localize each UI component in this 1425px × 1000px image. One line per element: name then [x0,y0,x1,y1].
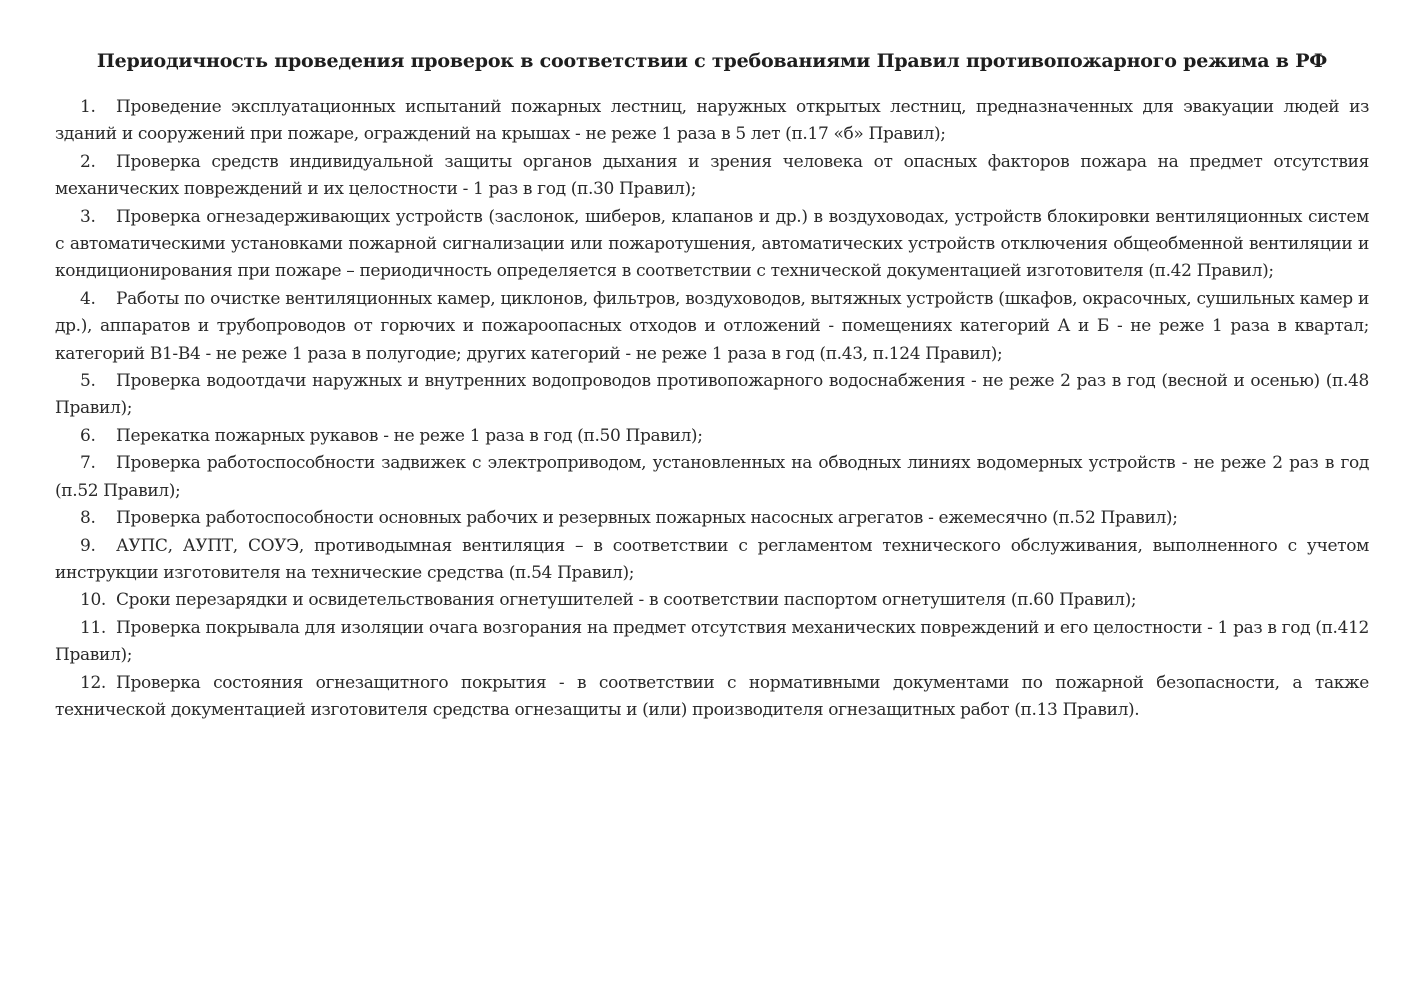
list-item [55,149,1369,204]
item-text: Работы по очистке вентиляционных камер, циклонов, фильтров, воздуховодов, вытяжных устройств (шкафов, окрасочных, сушильных камер и др.), аппаратов и трубопроводов от горючих и пожароопасных отходов и отложений - помещениях категорий А и Б - не реже 1 раза в квартал; категорий В1-В4 - не реже 1 раза в полугодие; других категорий - не реже 1 раза в год (п.43, п.124 Правил); [55,288,1369,364]
item-number: 8. [80,508,96,529]
item-text: Перекатка пожарных рукавов - не реже 1 раза в год (п.50 Правил); [116,425,703,446]
item-text: Проверка состояния огнезащитного покрытия - в соответствии с нормативными документами по пожарной безопасности, а также технической документацией изготовителя средства огнезащиты и (или) производителя огнезащитных работ (п.13 Правил). [55,672,1369,720]
list-item [55,505,1369,532]
item-text: Проверка покрывала для изоляции очага возгорания на предмет отсутствия механических повреждений и его целостности - 1 раз в год (п.412 Правил); [55,617,1369,666]
item-text: Проверка работоспособности основных рабочих и резервных пожарных насосных агрегатов - ежемесячно (п.52 Правил); [116,508,1178,529]
list-item [55,450,1369,505]
item-number: 9. [80,535,96,556]
item-text: Проверка водоотдачи наружных и внутренних водопроводов противопожарного водоснабжения - не реже 2 раз в год (весной и осенью) (п.48 Правил); [55,371,1369,419]
list-item [55,423,1369,450]
document-title: Периодичность проведения проверок в соответствии с требованиями Правил противопожарного режима в РФ [96,50,1328,72]
item-number: 1. [80,97,96,117]
list-item [55,286,1369,368]
item-number: 6. [80,425,96,446]
item-number: 4. [80,288,96,309]
item-text: АУПС, АУПТ, СОУЭ, противодымная вентиляция – в соответствии с регламентом технического обслуживания, выполненного с учетом инструкции изготовителя на технические средства (п.54 Правил); [55,535,1369,583]
list-item [55,615,1369,670]
list-item [55,368,1369,423]
list-item [55,533,1369,588]
item-text: Проверка работоспособности задвижек с электроприводом, установленных на обводных линиях водомерных устройств - не реже 2 раз в год (п.52 Правил); [55,453,1369,501]
item-number: 11. [80,617,106,638]
list-item [55,94,1369,149]
document-page [55,46,1369,724]
item-number: 7. [80,453,96,474]
list-item [55,204,1369,286]
checks-list [55,94,1369,724]
list-item [55,587,1369,614]
item-text: Проверка огнезадерживающих устройств (заслонок, шиберов, клапанов и др.) в воздуховодах, устройств блокировки вентиляционных систем с автоматическими установками пожарной сигнализации или пожаротушения, автоматических устройств отключения общеобменной вентиляции и кондиционирования при пожаре – периодичность определяется в соответствии с технической документацией изготовителя (п.42 Правил); [55,206,1369,282]
item-number: 2. [80,151,96,172]
item-number: 3. [80,206,96,227]
item-number: 5. [80,371,96,392]
item-text: Проверка средств индивидуальной защиты органов дыхания и зрения человека от опасных факторов пожара на предмет отсутствия механических повреждений и их целостности - 1 раз в год (п.30 Правил); [55,151,1369,200]
item-number: 10. [80,590,106,611]
list-item [55,670,1369,725]
item-number: 12. [80,672,106,693]
item-text: Сроки перезарядки и освидетельствования огнетушителей - в соответствии паспортом огнетушителя (п.60 Правил); [116,590,1137,611]
item-text: Проведение эксплуатационных испытаний пожарных лестниц, наружных открытых лестниц, предназначенных для эвакуации людей из зданий и сооружений при пожаре, ограждений на крышах - не реже 1 раза в 5 лет (п.17 «б» Правил); [55,97,1369,145]
